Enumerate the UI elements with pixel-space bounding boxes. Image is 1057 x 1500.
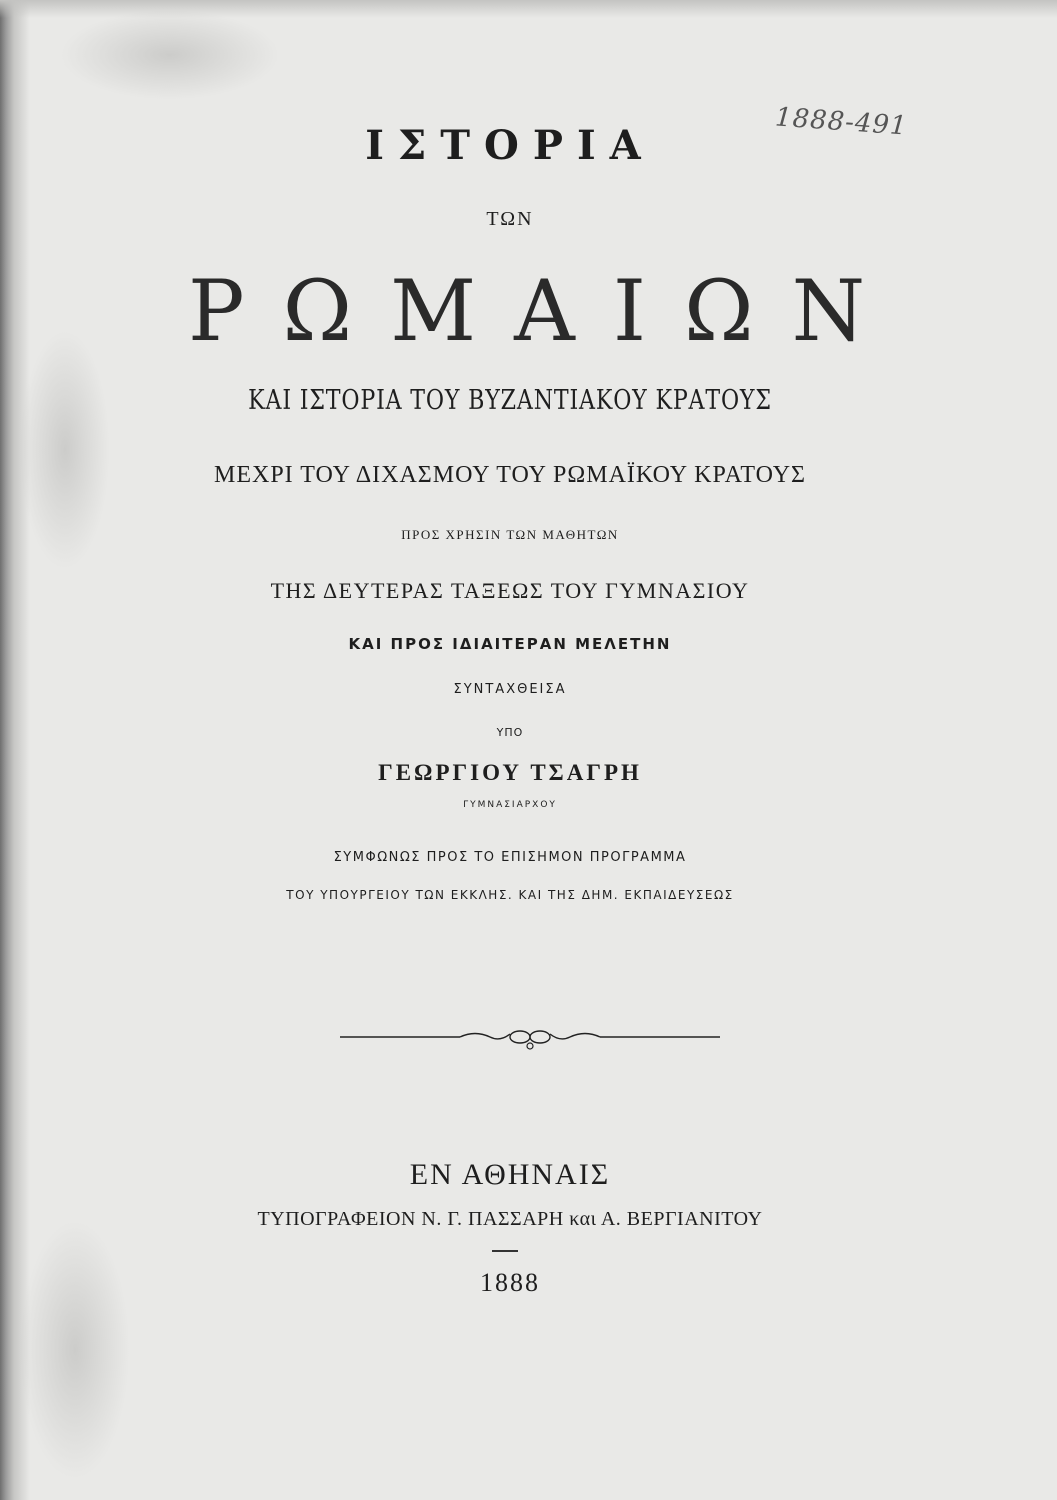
age-stain bbox=[20, 330, 110, 570]
title-line-3: ΡΩΜΑΙΩΝ bbox=[188, 262, 904, 360]
imprint-printer: ΤΥΠΟΓΡΑΦΕΙΟΝ Ν. Γ. ΠΑΣΣΑΡΗ και Α. ΒΕΡΓΙΑΝΙΤΟΥ bbox=[257, 1208, 763, 1230]
age-stain bbox=[20, 1220, 130, 1480]
title-line-2: ΤΩΝ bbox=[486, 208, 534, 230]
program-note-line-2: ΤΟΥ ΥΠΟΥΡΓΕΙΟΥ ΤΩΝ ΕΚΚΛΗΣ. ΚΑΙ ΤΗΣ ΔΗΜ. ΕΚΠΑΙΔΕΥΣΕΩΣ bbox=[286, 888, 734, 902]
subtitle-line-3: ΠΡΟΣ ΧΡΗΣΙΝ ΤΩΝ ΜΑΘΗΤΩΝ bbox=[401, 527, 619, 542]
author-name: ΓΕΩΡΓΙΟΥ ΤΣΑΓΡΗ bbox=[378, 760, 642, 785]
handwritten-catalog-number: 1888-491 bbox=[774, 102, 909, 142]
subtitle-line-5: ΚΑΙ ΠΡΟΣ ΙΔΙΑΙΤΕΡΑΝ ΜΕΛΕΤΗΝ bbox=[348, 635, 672, 653]
by-label: ΥΠΟ bbox=[496, 726, 524, 739]
imprint-year: 1888 bbox=[480, 1268, 540, 1297]
subtitle-line-2: ΜΕΧΡΙ ΤΟΥ ΔΙΧΑΣΜΟΥ ΤΟΥ ΡΩΜΑΪΚΟΥ ΚΡΑΤΟΥΣ bbox=[213, 462, 807, 488]
imprint-rule bbox=[492, 1250, 518, 1252]
title-line-1: ΙΣΤΟΡΙΑ bbox=[365, 122, 655, 169]
decorative-ornament bbox=[340, 1022, 720, 1052]
age-stain bbox=[60, 10, 280, 100]
author-title: ΓΥΜΝΑΣΙΑΡΧΟΥ bbox=[463, 800, 557, 810]
subtitle-line-4: ΤΗΣ ΔΕΥΤΕΡΑΣ ΤΑΞΕΩΣ ΤΟΥ ΓΥΜΝΑΣΙΟΥ bbox=[270, 578, 750, 603]
program-note-line-1: ΣΥΜΦΩΝΩΣ ΠΡΟΣ ΤΟ ΕΠΙΣΗΜΟΝ ΠΡΟΓΡΑΜΜΑ bbox=[333, 850, 687, 865]
subtitle-line-1: ΚΑΙ ΙΣΤΟΡΙΑ ΤΟΥ ΒΥΖΑΝΤΙΑΚΟΥ ΚΡΑΤΟΥΣ bbox=[248, 385, 772, 416]
composed-label: ΣΥΝΤΑΧΘΕΙΣΑ bbox=[453, 682, 567, 697]
worn-spine-edge bbox=[0, 0, 30, 1500]
imprint-city: ΕΝ ΑΘΗΝΑΙΣ bbox=[409, 1158, 611, 1191]
